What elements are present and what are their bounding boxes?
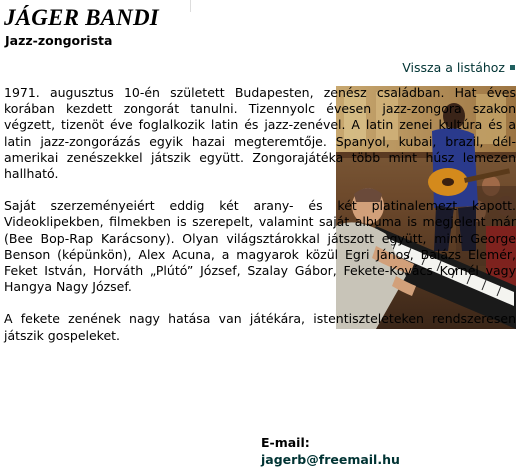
- email-label: E-mail:: [261, 435, 310, 450]
- square-bullet-icon: [510, 65, 515, 70]
- biography-text: [4, 85, 516, 360]
- bio-paragraph-2: Saját szerzeményeiért eddig két arany- és két platinalemezt kapott. Videoklipekben, filmekben is szerepelt, valamint saját albuma is megjelent már (Bee Bop-Rap Karácsony). Olyan világsztárokkal játszott együtt, mint George Benson (képünkön), Alex Acuna, a magyarok közül Egri János, Balázs Elemér, Feket István, Horváth „Plútó” József, Szalay Gábor, Fekete-Kovács Kornél vagy Hangya Nagy József.: [4, 198, 516, 295]
- bio-paragraph-3: A fekete zenének nagy hatása van játékára, istentiszteleteken rendszeresen játszik gospeleket.: [4, 311, 516, 343]
- page-subtitle: Jazz-zongorista: [5, 33, 113, 48]
- back-link-label: Vissza a listához: [402, 60, 505, 75]
- bio-paragraph-1: 1971. augusztus 10-én született Budapesten, zenész családban. Hat éves korában kezdett zongorát tanulni. Tizennyolc évesen jazz-zongora szakon végzett, tizenöt éve foglalkozik latin és jazz-zenével. A latin zenei kultúra és a latin jazz-zongorázás egyik hazai megteremtője. Spanyol, kubai, brazil, dél-amerikai zenészekkel játszik együtt. Zongorajátéka több mint húsz lemezen hallható.: [4, 85, 516, 182]
- top-divider: [190, 0, 191, 12]
- back-to-list-link[interactable]: [402, 60, 515, 75]
- email-link[interactable]: jagerb@freemail.hu: [261, 452, 400, 467]
- page-title: JÁGER BANDI: [4, 5, 159, 30]
